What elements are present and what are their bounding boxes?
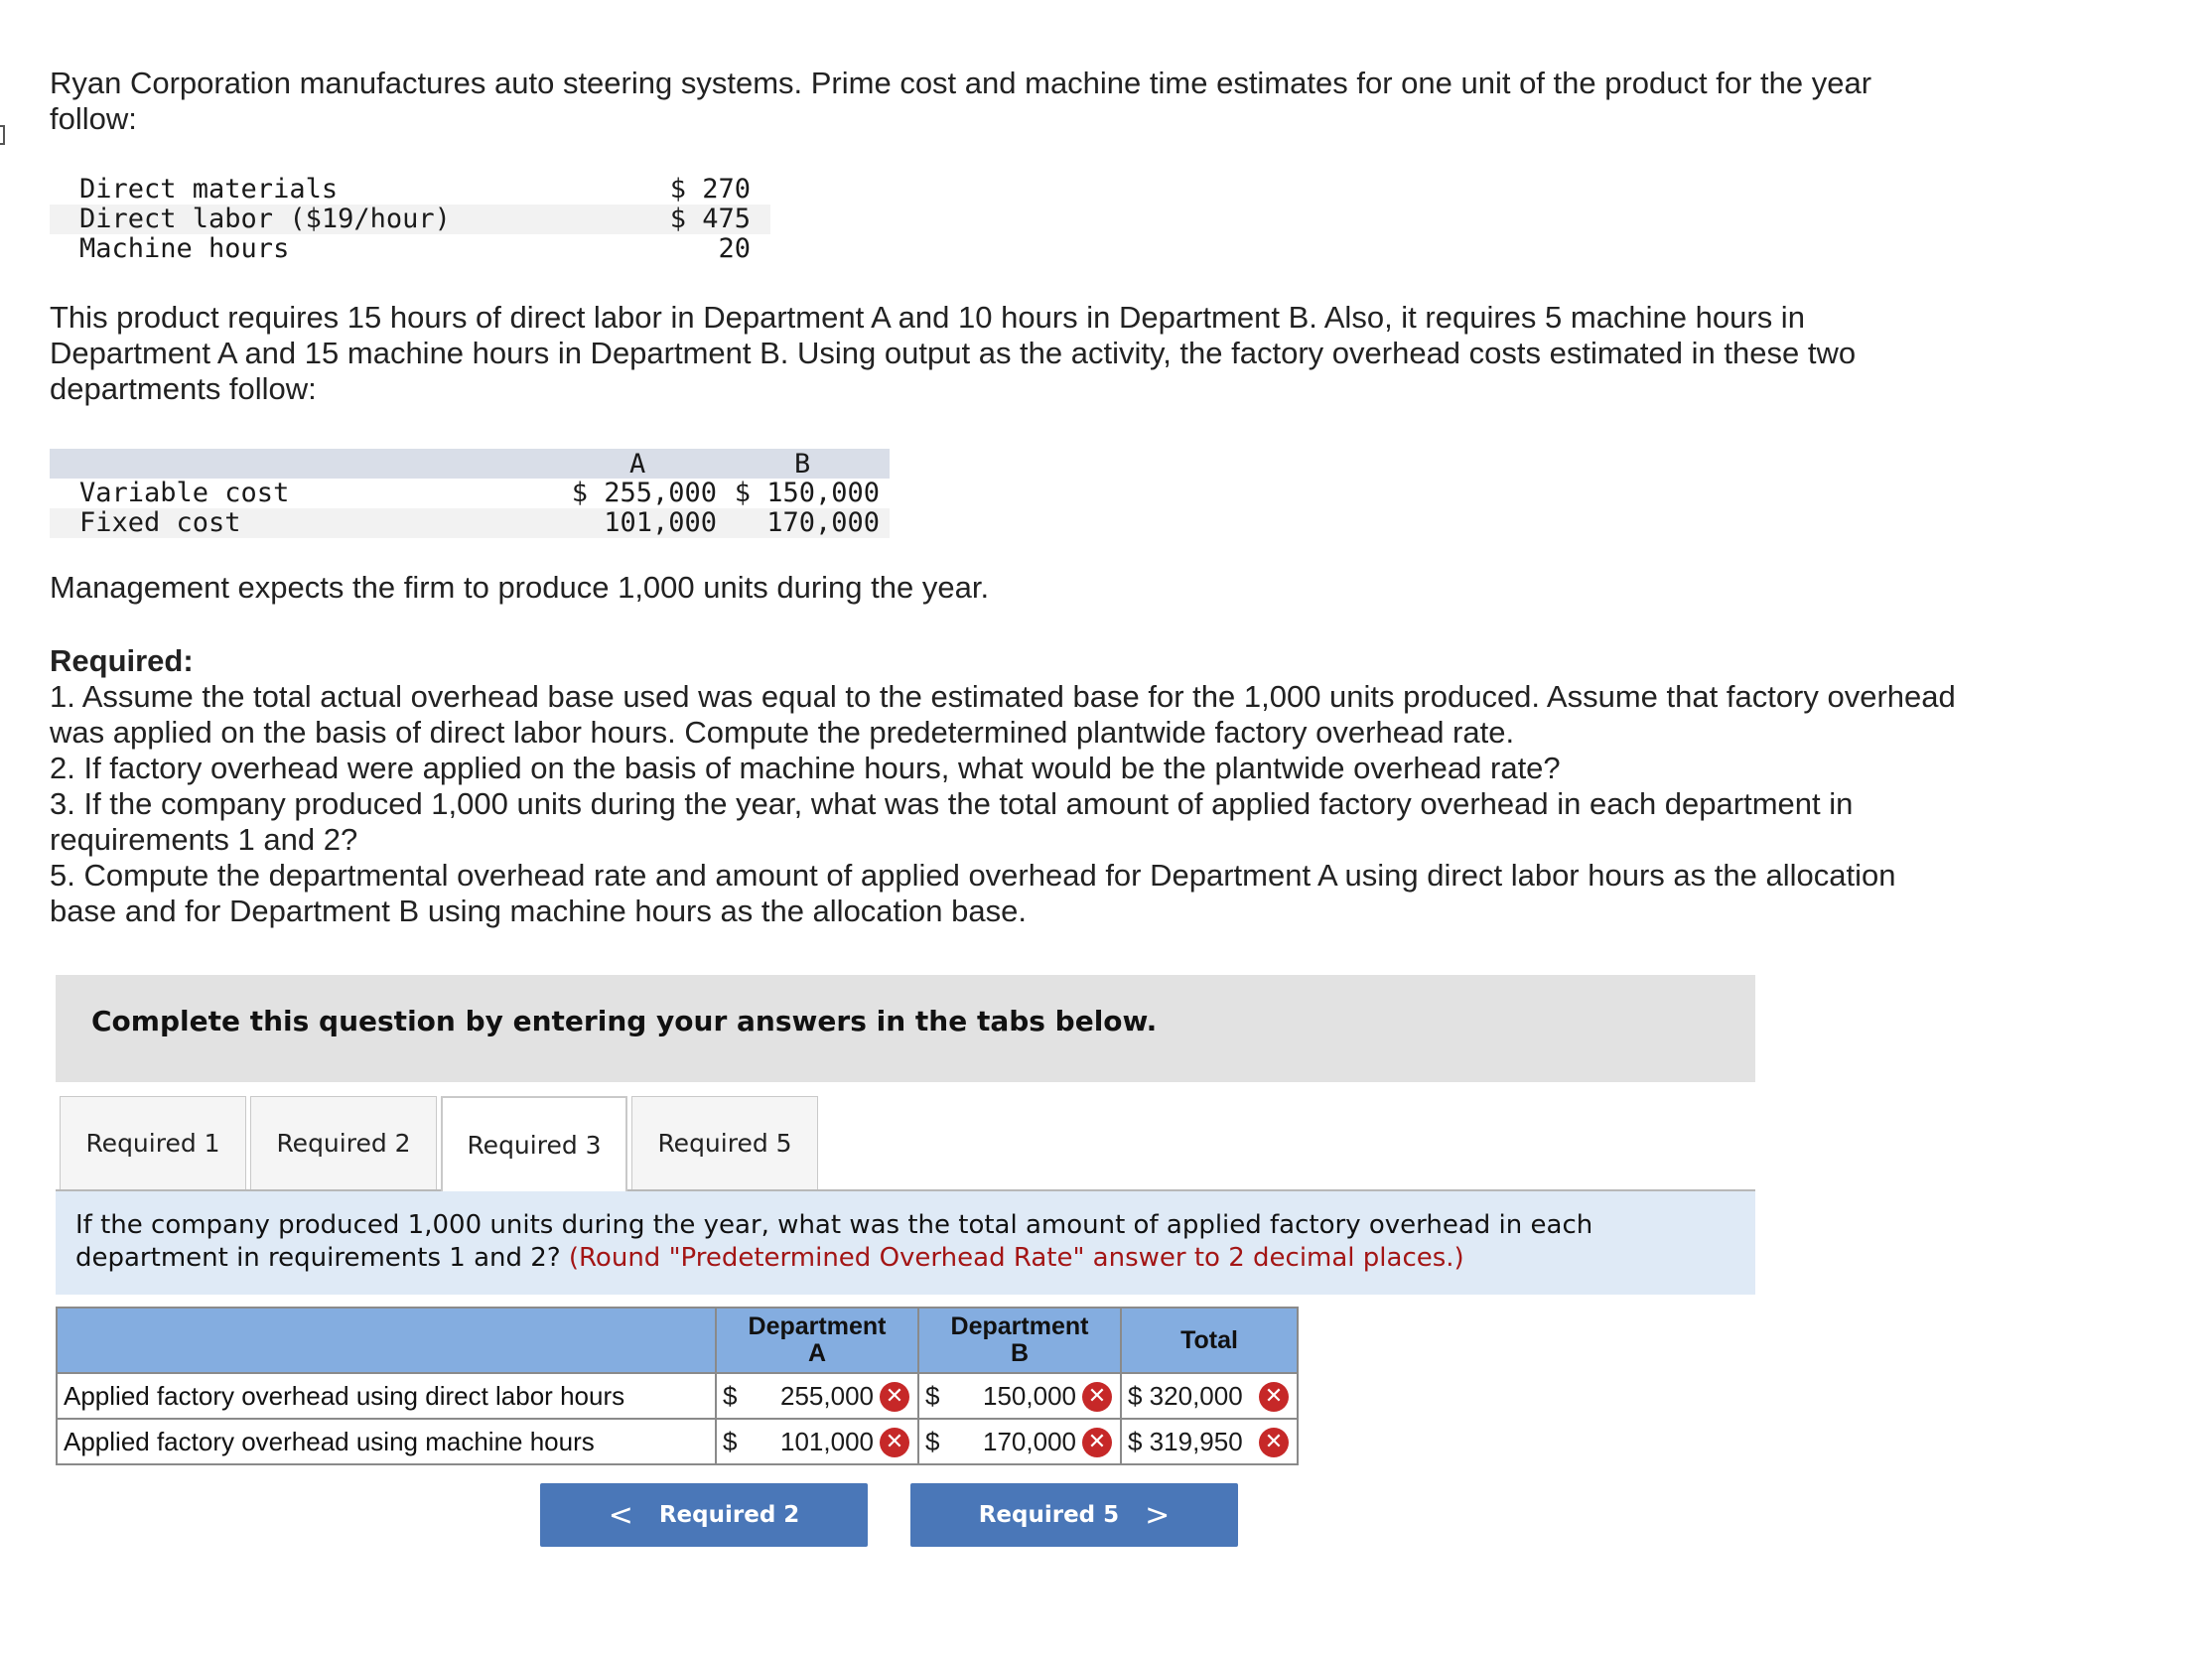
unit-label: Machine hours xyxy=(79,233,290,264)
x-icon: ✕ xyxy=(1259,1428,1289,1457)
required-section xyxy=(50,643,1956,929)
chevron-left-icon: < xyxy=(608,1497,633,1533)
x-icon: ✕ xyxy=(1082,1428,1112,1457)
total-column-header: Total xyxy=(1121,1308,1298,1373)
answer-value: 255,000 xyxy=(780,1381,874,1411)
dept-a-value: 101,000 xyxy=(604,507,717,538)
total-labor-input[interactable] xyxy=(1121,1373,1298,1419)
blank-header-cell xyxy=(57,1308,716,1373)
dollar-sign: $ xyxy=(925,1427,940,1456)
x-icon: ✕ xyxy=(880,1428,909,1457)
intro-text: Ryan Corporation manufactures auto steering systems. Prime cost and machine time estimates for one unit of the product for the year follow: xyxy=(50,66,1872,136)
department-cost-header xyxy=(50,449,890,479)
dept-b-value: 170,000 xyxy=(766,507,880,538)
required-title: Required: xyxy=(50,643,194,678)
unit-row-machine-hours xyxy=(50,234,770,264)
answer-value: $ 320,000 xyxy=(1128,1381,1243,1411)
previous-button-label: Required 2 xyxy=(658,1502,800,1528)
unit-cost-table xyxy=(50,175,770,264)
unit-value: $ 270 xyxy=(669,174,751,205)
answer-value: 150,000 xyxy=(983,1381,1076,1411)
instruction-text: If the company produced 1,000 units during the year, what was the total amount of applied factory overhead in each department in requirements 1 and 2? xyxy=(75,1210,1593,1273)
dept-b-machine-input[interactable] xyxy=(918,1419,1121,1464)
dept-a-machine-input[interactable] xyxy=(716,1419,918,1464)
row-label-direct-labor: Applied factory overhead using direct labor hours xyxy=(57,1373,716,1419)
tab-required-3[interactable]: Required 3 xyxy=(441,1096,627,1191)
table-row xyxy=(57,1373,1298,1419)
dollar-sign: $ xyxy=(723,1427,738,1456)
dept-b-header-line1: Department xyxy=(950,1312,1089,1340)
dollar-sign: $ xyxy=(925,1381,940,1411)
row-label-machine-hours: Applied factory overhead using machine hours xyxy=(57,1419,716,1464)
tab-required-2[interactable]: Required 2 xyxy=(250,1096,437,1189)
dept-b-header: B xyxy=(794,449,811,480)
answer-value: 101,000 xyxy=(780,1427,874,1456)
next-button-label: Required 5 xyxy=(978,1502,1120,1528)
dollar-sign: $ xyxy=(723,1381,738,1411)
dept-a-column-header xyxy=(716,1308,918,1373)
instructions-banner xyxy=(56,975,1755,1082)
cost-label: Fixed cost xyxy=(79,507,241,538)
answer-header-row xyxy=(57,1308,1298,1373)
dept-b-value: $ 150,000 xyxy=(734,478,880,508)
answer-value: $ 319,950 xyxy=(1128,1427,1243,1456)
table-row xyxy=(57,1419,1298,1464)
previous-required-2-button[interactable] xyxy=(540,1483,868,1547)
rounding-note: (Round "Predetermined Overhead Rate" answer to 2 decimal places.) xyxy=(568,1243,1464,1273)
dept-a-labor-input[interactable] xyxy=(716,1373,918,1419)
x-icon: ✕ xyxy=(1082,1382,1112,1412)
x-icon: ✕ xyxy=(1259,1382,1289,1412)
dept-a-header-line2: A xyxy=(807,1339,827,1367)
tab-required-1[interactable]: Required 1 xyxy=(60,1096,246,1189)
variable-cost-row xyxy=(50,479,890,508)
dept-a-header-line1: Department xyxy=(748,1312,887,1340)
required-item-3: 3. If the company produced 1,000 units during the year, what was the total amount of applied factory overhead in each department in requirements 1 and 2? xyxy=(50,786,1854,857)
department-cost-table xyxy=(50,449,890,538)
dept-a-value: $ 255,000 xyxy=(571,478,717,508)
unit-value: 20 xyxy=(718,233,751,264)
dept-b-labor-input[interactable] xyxy=(918,1373,1121,1419)
total-machine-input[interactable] xyxy=(1121,1419,1298,1464)
required-item-1: 1. Assume the total actual overhead base used was equal to the estimated base for the 1,000 units produced. Assume that factory overhead was applied on the basis of direct labor hours. Compute the predetermined plantwide factory overhead rate. xyxy=(50,679,1956,750)
unit-row-direct-materials xyxy=(50,175,770,205)
unit-label: Direct materials xyxy=(79,174,339,205)
unit-row-direct-labor xyxy=(50,205,770,234)
answer-value: 170,000 xyxy=(983,1427,1076,1456)
unit-value: $ 475 xyxy=(669,204,751,234)
required-item-2: 2. If factory overhead were applied on the basis of machine hours, what would be the plantwide overhead rate? xyxy=(50,751,1561,785)
banner-text: Complete this question by entering your answers in the tabs below. xyxy=(91,1005,1158,1037)
production-expectation-text: Management expects the firm to produce 1,000 units during the year. xyxy=(50,570,990,605)
dept-b-header-line2: B xyxy=(1010,1339,1030,1367)
cost-label: Variable cost xyxy=(79,478,290,508)
dept-a-header: A xyxy=(629,449,646,480)
dept-b-column-header xyxy=(918,1308,1121,1373)
unit-label: Direct labor ($19/hour) xyxy=(79,204,451,234)
chevron-right-icon: > xyxy=(1145,1497,1171,1533)
fixed-cost-row xyxy=(50,508,890,538)
required-item-5: 5. Compute the departmental overhead rate and amount of applied overhead for Department A using direct labor hours as the allocation base and for Department B using machine hours as the allocation base. xyxy=(50,858,1896,928)
x-icon: ✕ xyxy=(880,1382,909,1412)
applied-overhead-answer-table xyxy=(56,1307,1299,1465)
tab-required-5[interactable]: Required 5 xyxy=(631,1096,818,1189)
question-instruction xyxy=(56,1191,1755,1295)
next-required-5-button[interactable] xyxy=(910,1483,1238,1547)
left-edge-marker xyxy=(0,125,5,145)
department-hours-text: This product requires 15 hours of direct labor in Department A and 10 hours in Department B. Also, it requires 5 machine hours in Department A and 15 machine hours in Department B. Using output as the activity, the factory overhead costs estimated in these two departments follow: xyxy=(50,300,1857,406)
